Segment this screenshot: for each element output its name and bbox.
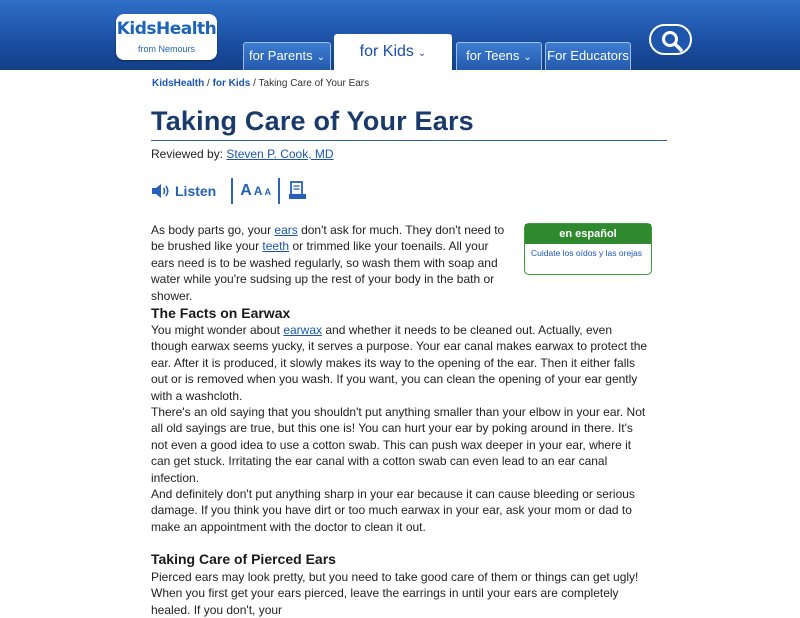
text: or trimmed like your toenails. All your ears need is to be washed regularly, so wash them with soap and water while you're sudsing up the rest of your body in the bath or shower. bbox=[151, 239, 498, 303]
breadcrumb-separator: / bbox=[204, 78, 213, 89]
text: and whether it needs to be cleaned out. Actually, even though earwax seems yucky, it serves a purpose. Your ear canal makes earwax to protect the ear. After it is produced, it slowly makes its way to the opening of the ear. Then it either falls out or is removed when you wash. If you want, you can clean the opening of your ear gently with a washcloth. bbox=[151, 323, 648, 403]
breadcrumb-section[interactable]: for Kids bbox=[212, 78, 251, 89]
breadcrumb-separator: / bbox=[250, 78, 259, 89]
speaker-icon bbox=[151, 182, 171, 200]
chevron-down-icon: ⌄ bbox=[316, 52, 325, 63]
reviewed-by bbox=[151, 147, 334, 161]
paragraph: And definitely don't put anything sharp in your ear because it can cause bleeding or serious damage. If you think you have dirt or too much earwax in your ear, ask your mom or dad to make an appointment with the doctor to clean it out. bbox=[151, 487, 635, 534]
text-size-small: A bbox=[264, 187, 271, 197]
text: As body parts go, your bbox=[151, 223, 275, 237]
text: You might wonder about bbox=[151, 323, 284, 337]
chevron-down-icon: ⌄ bbox=[417, 48, 427, 59]
logo-subtitle: from Nemours bbox=[137, 44, 195, 54]
toolbar-divider bbox=[278, 178, 280, 204]
espanol-box bbox=[524, 223, 652, 275]
tab-for-kids[interactable] bbox=[334, 34, 452, 70]
text-size-button[interactable] bbox=[240, 182, 271, 200]
title-divider bbox=[151, 140, 667, 141]
section-heading: The Facts on Earwax bbox=[151, 305, 291, 321]
tab-label: for Teens bbox=[466, 48, 520, 63]
section-heading: Taking Care of Pierced Ears bbox=[151, 551, 336, 567]
text-size-large: A bbox=[240, 182, 252, 199]
espanol-heading: en español bbox=[525, 224, 651, 244]
ears-link[interactable]: ears bbox=[274, 223, 298, 237]
text-size-medium: A bbox=[253, 184, 263, 198]
breadcrumb bbox=[152, 78, 369, 89]
paragraph bbox=[151, 322, 651, 404]
listen-button[interactable] bbox=[151, 182, 224, 200]
search-icon bbox=[661, 30, 683, 52]
kidshealth-logo[interactable] bbox=[116, 14, 217, 60]
chevron-down-icon: ⌄ bbox=[523, 52, 532, 63]
print-button[interactable] bbox=[287, 180, 309, 202]
tab-for-teens[interactable] bbox=[456, 42, 542, 70]
breadcrumb-home[interactable]: KidsHealth bbox=[152, 78, 205, 89]
breadcrumb-current: Taking Care of Your Ears bbox=[258, 78, 370, 89]
toolbar-divider bbox=[231, 178, 233, 204]
print-icon bbox=[287, 180, 309, 202]
tab-for-educators[interactable] bbox=[545, 42, 631, 70]
paragraph: There's an old saying that you shouldn't put anything smaller than your elbow in your ear. Not all old sayings are true, but this one is! You can hurt your ear by poking around in there. It's not even a good idea to use a cotton swab. This can push wax deeper in your ear, where it can get stuck. Irritating the ear canal with a cotton swab can even lead to an ear canal infection. bbox=[151, 405, 646, 485]
paragraph: Pierced ears may look pretty, but you need to take good care of them or things can get ugly! When you first get your ears pierced, leave the earrings in until your ears are completely healed. If you don't, your bbox=[151, 570, 639, 617]
site-header bbox=[0, 0, 800, 70]
reviewer-link[interactable]: Steven P. Cook, MD bbox=[226, 147, 334, 161]
reviewed-label: Reviewed by: bbox=[151, 147, 227, 161]
page-title: Taking Care of Your Ears bbox=[151, 106, 474, 136]
intro-paragraph bbox=[151, 222, 513, 304]
logo-wordmark: KidsHealth bbox=[116, 19, 217, 39]
espanol-link[interactable]: Cuidate los oídos y las orejas bbox=[531, 248, 643, 258]
teeth-link[interactable]: teeth bbox=[262, 239, 290, 254]
tab-label: for Parents bbox=[249, 48, 313, 63]
article-toolbar bbox=[151, 178, 309, 204]
tab-for-parents[interactable] bbox=[243, 42, 331, 70]
earwax-link[interactable]: earwax bbox=[283, 323, 323, 337]
tab-label: for Kids bbox=[359, 43, 414, 60]
search-button[interactable] bbox=[649, 24, 692, 55]
listen-label: Listen bbox=[175, 183, 217, 199]
tab-label: For Educators bbox=[547, 48, 629, 63]
text: don't ask for much. They don't need to be brushed like your bbox=[151, 223, 505, 254]
